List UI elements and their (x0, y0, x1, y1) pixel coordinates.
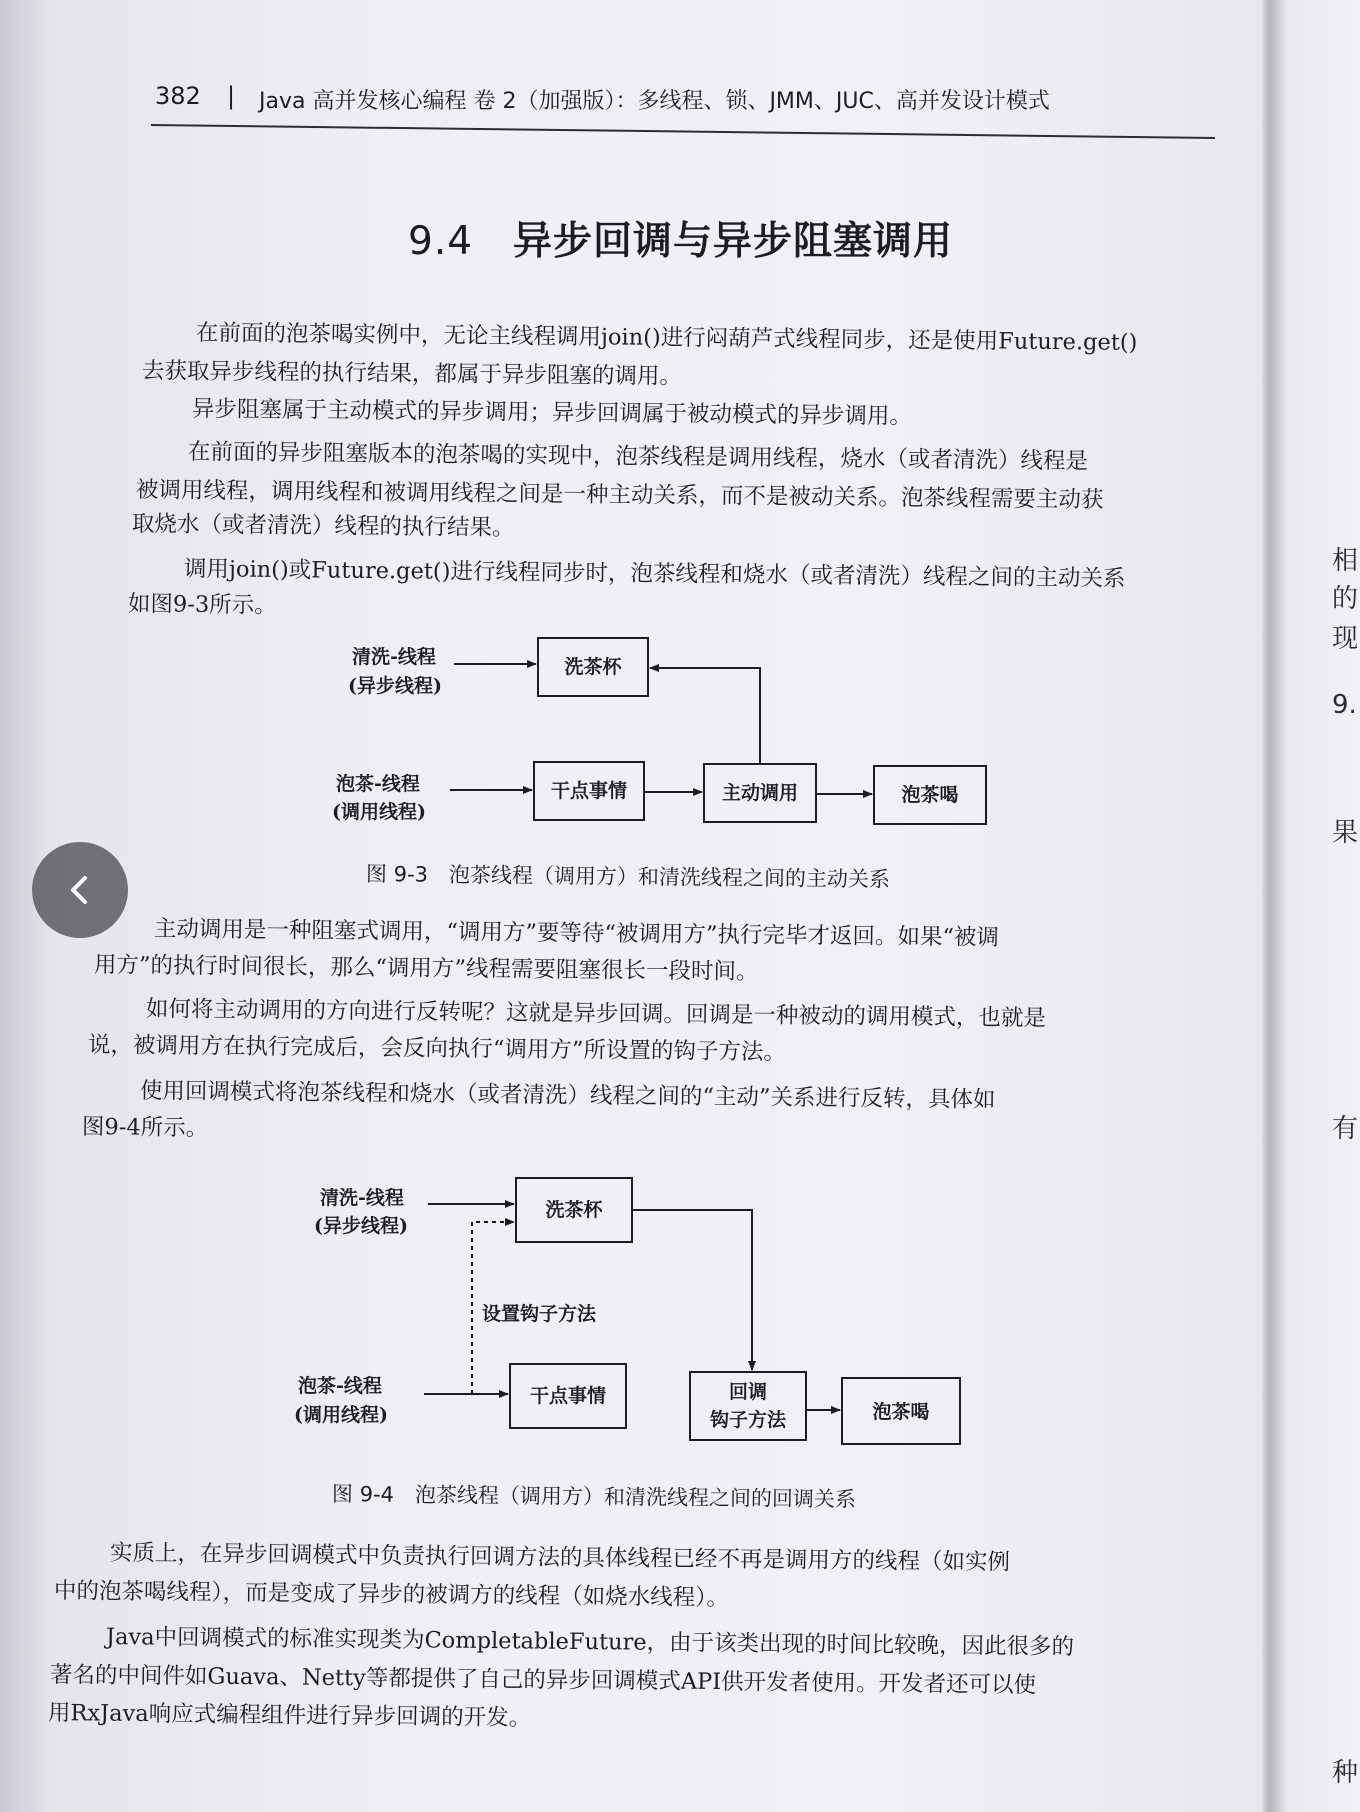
section-number: 9.4 (408, 219, 474, 264)
fig3-box-misc-text: 干点事情 (550, 780, 628, 802)
paragraph-line: 用方”的执行时间很长，那么“调用方”线程需要阻塞很长一段时间。 (93, 952, 759, 985)
fig4-label-async-thread: (异步线程) (314, 1215, 408, 1237)
chevron-left-icon (60, 870, 100, 910)
paragraph-line: 如图9-3所示。 (127, 591, 277, 619)
edge-char: 相 (1332, 546, 1359, 576)
paragraph-line: 图9-4所示。 (81, 1114, 209, 1142)
paragraph-line: 取烧水（或者清洗）线程的执行结果。 (131, 511, 515, 542)
fig4-box-misc-text: 干点事情 (529, 1385, 607, 1407)
paragraph-line: 在前面的泡茶喝实例中，无论主线程调用join()进行闷葫芦式线程同步，还是使用Future.get() (195, 320, 1138, 356)
edge-char: 9. (1332, 690, 1357, 720)
fig3-box-wash-text: 洗茶杯 (564, 656, 622, 678)
paragraph-line: 说，被调用方在执行完成后，会反向执行“调用方”所设置的钩子方法。 (87, 1032, 787, 1066)
paragraph-line: 中的泡茶喝线程），而是变成了异步的被调方的线程（如烧水线程）。 (53, 1578, 730, 1612)
paragraph-line: 实质上，在异步回调模式中负责执行回调方法的具体线程已经不再是调用方的线程（如实例 (109, 1540, 1011, 1576)
fig3-label-async-thread: (异步线程) (348, 675, 442, 697)
paragraph-line: 著名的中间件如Guava、Netty等都提供了自己的异步回调模式API供开发者使用。开发者还可以使 (49, 1662, 1037, 1699)
fig3-box-call-text: 主动调用 (721, 782, 799, 804)
paragraph-line: 异步阻塞属于主动模式的异步调用；异步回调属于被动模式的异步调用。 (191, 396, 913, 430)
edge-char: 种 (1332, 1758, 1359, 1788)
paragraph-line: 使用回调模式将泡茶线程和烧水（或者清洗）线程之间的“主动”关系进行反转，具体如 (139, 1078, 996, 1113)
header-separator: | (227, 82, 236, 110)
fig4-box-callback-line1: 回调 (728, 1381, 768, 1403)
page-number: 382 (155, 82, 201, 110)
running-header (155, 82, 1215, 128)
back-button[interactable] (32, 842, 128, 938)
edge-char: 果 (1332, 818, 1359, 848)
paragraph-line: 去获取异步线程的执行结果，都属于异步阻塞的调用。 (141, 358, 683, 390)
paragraph-line: 主动调用是一种阻塞式调用，“调用方”要等待“被调用方”执行完毕才返回。如果“被调 (153, 916, 1000, 951)
paragraph-line: 如何将主动调用的方向进行反转呢？这就是异步回调。回调是一种被动的调用模式，也就是 (145, 996, 1047, 1032)
paragraph-line: 用RxJava响应式编程组件进行异步回调的开发。 (47, 1700, 532, 1732)
fig4-box-callback-line2: 钩子方法 (709, 1409, 787, 1431)
fig4-label-wash-thread: 清洗-线程 (320, 1187, 404, 1209)
fig3-label-tea-thread: 泡茶-线程 (336, 773, 420, 795)
fig4-hook-label: 设置钩子方法 (482, 1303, 597, 1325)
figure-9-3-caption: 图 9-3 泡茶线程（调用方）和清洗线程之间的主动关系 (365, 862, 891, 892)
fig3-label-wash-thread: 清洗-线程 (352, 646, 436, 668)
fig3-label-call-thread: (调用线程) (332, 801, 426, 823)
section-heading (408, 210, 953, 266)
section-title: 异步回调与异步阻塞调用 (513, 218, 954, 264)
figure-9-4-caption: 图 9-4 泡茶线程（调用方）和清洗线程之间的回调关系 (331, 1482, 857, 1512)
edge-char: 的 (1332, 584, 1359, 614)
fig4-label-call-thread: (调用线程) (294, 1404, 388, 1426)
paragraph-line: 被调用线程，调用线程和被调用线程之间是一种主动关系，而不是被动关系。泡茶线程需要主动获 (135, 477, 1104, 514)
book-title: Java 高并发核心编程 卷 2（加强版）：多线程、锁、JMM、JUC、高并发设计模式 (259, 89, 1050, 114)
figure-9-3 (330, 630, 1010, 830)
paragraph-line: 调用join()或Future.get()进行线程同步时，泡茶线程和烧水（或者清洗）线程之间的主动关系 (183, 556, 1126, 592)
book-page-right-edge (1272, 0, 1360, 1812)
fig4-box-drink-text: 泡茶喝 (872, 1401, 930, 1423)
paragraph-line: 在前面的异步阻塞版本的泡茶喝的实现中，泡茶线程是调用线程，烧水（或者清洗）线程是 (187, 439, 1089, 475)
edge-char: 现 (1332, 624, 1359, 654)
fig4-box-wash-text: 洗茶杯 (545, 1199, 603, 1221)
fig3-box-drink-text: 泡茶喝 (901, 784, 959, 806)
figure-9-4 (290, 1170, 990, 1460)
fig4-label-tea-thread: 泡茶-线程 (298, 1375, 382, 1397)
paragraph-line: Java中回调模式的标准实现类为CompletableFuture，由于该类出现的时间比较晚，因此很多的 (105, 1624, 1075, 1661)
edge-char: 有 (1332, 1114, 1359, 1144)
